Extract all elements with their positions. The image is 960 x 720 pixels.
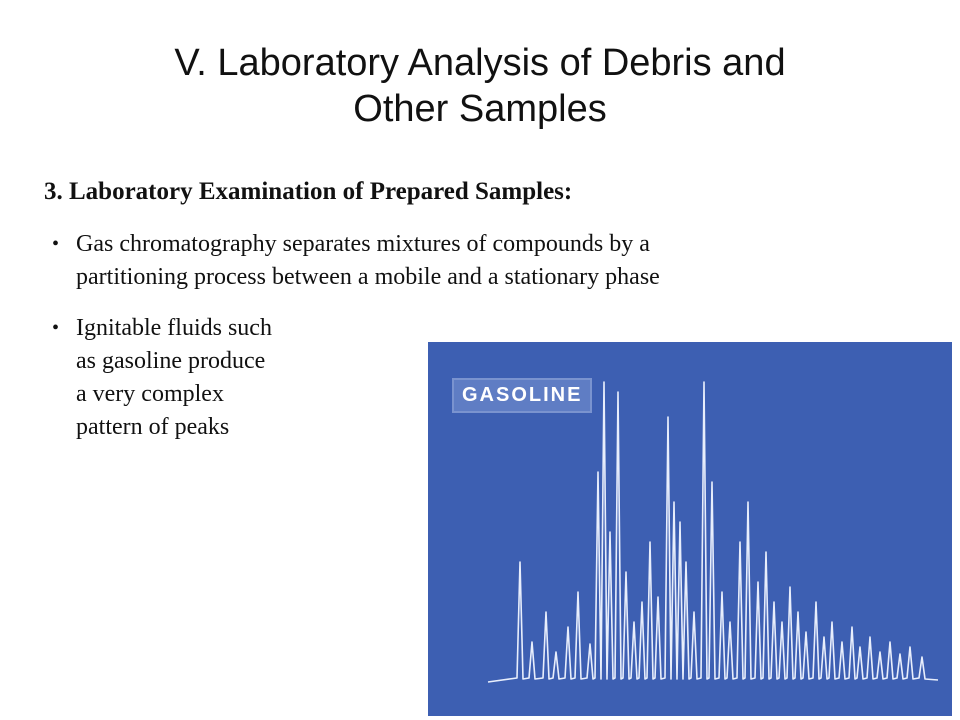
bullet-line: a very complex xyxy=(76,381,224,407)
bullet-line: Gas chromatography separates mixtures of compounds by a xyxy=(76,231,650,257)
title-line-2: Other Samples xyxy=(353,88,607,130)
chromatogram-photo xyxy=(428,342,952,716)
bullet-line: pattern of peaks xyxy=(76,414,230,440)
bullet-item xyxy=(52,312,272,444)
bullet-dot: • xyxy=(52,233,60,255)
bullet-line: partitioning process between a mobile and a stationary phase xyxy=(76,264,660,290)
gasoline-label: GASOLINE xyxy=(452,378,592,413)
section-heading: 3. Laboratory Examination of Prepared Samples: xyxy=(44,178,573,205)
bullet-item xyxy=(52,228,660,294)
title-line-1: V. Laboratory Analysis of Debris and xyxy=(174,42,786,84)
slide-title xyxy=(0,40,960,132)
bullet-line: Ignitable fluids such xyxy=(76,315,272,341)
chromatogram-trace-line xyxy=(488,382,938,682)
bullet-dot: • xyxy=(52,317,60,339)
bullet-line: as gasoline produce xyxy=(76,348,266,374)
